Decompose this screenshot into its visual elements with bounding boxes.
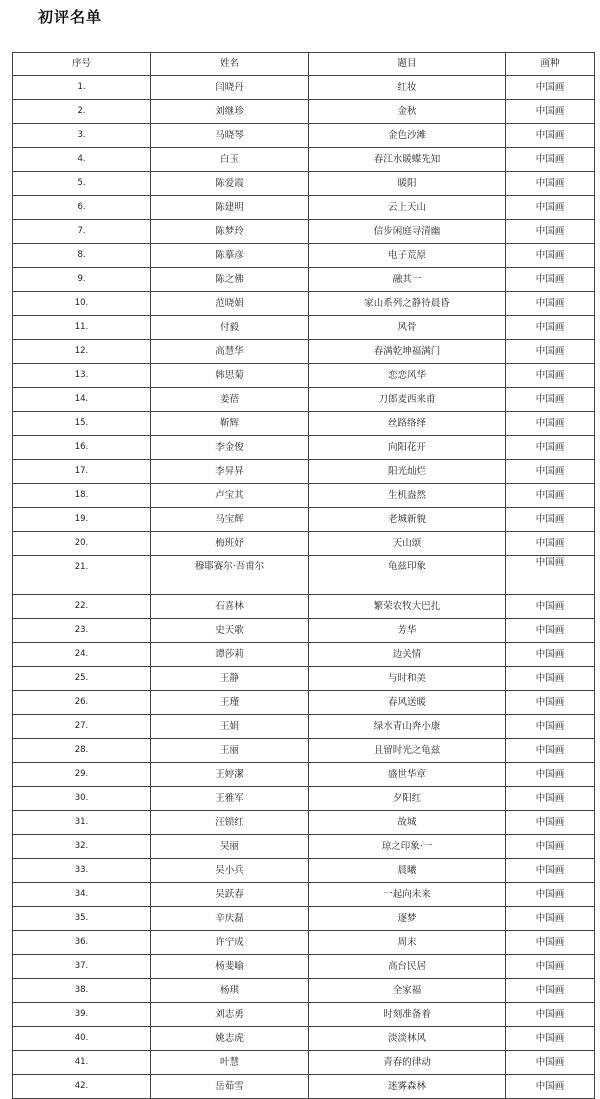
cell-work-title: 与时和美 bbox=[309, 667, 506, 691]
table-row bbox=[13, 508, 595, 532]
cell-name: 王静 bbox=[151, 667, 309, 691]
header-index: 序号 bbox=[13, 53, 151, 76]
cell-work-title: 刀郎麦西来甫 bbox=[309, 388, 506, 412]
cell-work-title: 金色沙滩 bbox=[309, 124, 506, 148]
table-row bbox=[13, 859, 595, 883]
cell-index: 20. bbox=[13, 532, 151, 556]
cell-index: 10. bbox=[13, 292, 151, 316]
table-row bbox=[13, 364, 595, 388]
cell-name: 陈梦玲 bbox=[151, 220, 309, 244]
cell-category: 中国画 bbox=[506, 76, 595, 100]
cell-name: 陈建明 bbox=[151, 196, 309, 220]
cell-work-title: 时刻准备着 bbox=[309, 1003, 506, 1027]
cell-name: 付毅 bbox=[151, 316, 309, 340]
cell-work-title: 风骨 bbox=[309, 316, 506, 340]
cell-category: 中国画 bbox=[506, 763, 595, 787]
cell-work-title: 且留时光之龟兹 bbox=[309, 739, 506, 763]
cell-work-title: 暖阳 bbox=[309, 172, 506, 196]
cell-index: 7. bbox=[13, 220, 151, 244]
cell-name: 王雅军 bbox=[151, 787, 309, 811]
cell-index: 9. bbox=[13, 268, 151, 292]
table-row bbox=[13, 148, 595, 172]
cell-work-title: 春满乾坤福满门 bbox=[309, 340, 506, 364]
cell-category: 中国画 bbox=[506, 220, 595, 244]
table-row bbox=[13, 715, 595, 739]
table-row bbox=[13, 1003, 595, 1027]
table-row bbox=[13, 412, 595, 436]
cell-name: 靳辉 bbox=[151, 412, 309, 436]
cell-index: 34. bbox=[13, 883, 151, 907]
table-row bbox=[13, 667, 595, 691]
cell-name: 王瑾 bbox=[151, 691, 309, 715]
table-row bbox=[13, 883, 595, 907]
table-row bbox=[13, 1027, 595, 1051]
cell-index: 40. bbox=[13, 1027, 151, 1051]
cell-category: 中国画 bbox=[506, 556, 595, 595]
table-body bbox=[13, 76, 595, 1099]
cell-index: 15. bbox=[13, 412, 151, 436]
cell-work-title: 逐梦 bbox=[309, 907, 506, 931]
cell-work-title: 迷雾森林 bbox=[309, 1075, 506, 1099]
cell-work-title: 龟兹印象 bbox=[309, 556, 506, 595]
cell-work-title: 全家福 bbox=[309, 979, 506, 1003]
cell-index: 24. bbox=[13, 643, 151, 667]
cell-work-title: 春江水暖蝶先知 bbox=[309, 148, 506, 172]
cell-work-title: 夕阳红 bbox=[309, 787, 506, 811]
cell-work-title: 天山颂 bbox=[309, 532, 506, 556]
cell-category: 中国画 bbox=[506, 1075, 595, 1099]
cell-name: 韩思菊 bbox=[151, 364, 309, 388]
table-row bbox=[13, 739, 595, 763]
cell-index: 2. bbox=[13, 100, 151, 124]
cell-index: 39. bbox=[13, 1003, 151, 1027]
cell-index: 17. bbox=[13, 460, 151, 484]
cell-work-title: 老城新貌 bbox=[309, 508, 506, 532]
cell-name: 马晓琴 bbox=[151, 124, 309, 148]
cell-name: 姚志虎 bbox=[151, 1027, 309, 1051]
cell-work-title: 青春的律动 bbox=[309, 1051, 506, 1075]
table-row bbox=[13, 484, 595, 508]
table-row bbox=[13, 292, 595, 316]
cell-category: 中国画 bbox=[506, 508, 595, 532]
cell-work-title: 融其一 bbox=[309, 268, 506, 292]
cell-work-title: 绿水青山奔小康 bbox=[309, 715, 506, 739]
cell-work-title: 一起向未来 bbox=[309, 883, 506, 907]
cell-index: 14. bbox=[13, 388, 151, 412]
cell-category: 中国画 bbox=[506, 883, 595, 907]
cell-name: 姜蓓 bbox=[151, 388, 309, 412]
cell-category: 中国画 bbox=[506, 1051, 595, 1075]
cell-category: 中国画 bbox=[506, 835, 595, 859]
cell-work-title: 生机盎然 bbox=[309, 484, 506, 508]
table-row bbox=[13, 76, 595, 100]
cell-index: 22. bbox=[13, 595, 151, 619]
header-work-title: 题目 bbox=[309, 53, 506, 76]
cell-name: 王娟 bbox=[151, 715, 309, 739]
cell-name: 叶慧 bbox=[151, 1051, 309, 1075]
cell-index: 42. bbox=[13, 1075, 151, 1099]
cell-index: 5. bbox=[13, 172, 151, 196]
table-row bbox=[13, 787, 595, 811]
cell-name: 梅班妤 bbox=[151, 532, 309, 556]
header-category: 画种 bbox=[506, 53, 595, 76]
cell-category: 中国画 bbox=[506, 364, 595, 388]
table-row bbox=[13, 316, 595, 340]
cell-name: 王丽 bbox=[151, 739, 309, 763]
cell-name: 汪锁红 bbox=[151, 811, 309, 835]
roster-table bbox=[12, 52, 595, 1099]
cell-name: 谭莎莉 bbox=[151, 643, 309, 667]
cell-name: 杨琪 bbox=[151, 979, 309, 1003]
cell-work-title: 向阳花开 bbox=[309, 436, 506, 460]
cell-index: 35. bbox=[13, 907, 151, 931]
cell-work-title: 金秋 bbox=[309, 100, 506, 124]
cell-category: 中国画 bbox=[506, 979, 595, 1003]
header-name: 姓名 bbox=[151, 53, 309, 76]
table-row bbox=[13, 643, 595, 667]
table-row bbox=[13, 931, 595, 955]
cell-work-title: 红妆 bbox=[309, 76, 506, 100]
cell-index: 4. bbox=[13, 148, 151, 172]
cell-index: 36. bbox=[13, 931, 151, 955]
cell-index: 29. bbox=[13, 763, 151, 787]
cell-name: 穆耶赛尔·吾甫尔 bbox=[151, 556, 309, 595]
cell-index: 16. bbox=[13, 436, 151, 460]
cell-category: 中国画 bbox=[506, 196, 595, 220]
table-row bbox=[13, 268, 595, 292]
cell-name: 吴跃春 bbox=[151, 883, 309, 907]
page-title: 初评名单 bbox=[38, 8, 103, 26]
table-row bbox=[13, 172, 595, 196]
cell-work-title: 晨曦 bbox=[309, 859, 506, 883]
cell-index: 12. bbox=[13, 340, 151, 364]
cell-name: 卢宝其 bbox=[151, 484, 309, 508]
cell-index: 3. bbox=[13, 124, 151, 148]
cell-category: 中国画 bbox=[506, 619, 595, 643]
cell-work-title: 云上天山 bbox=[309, 196, 506, 220]
cell-work-title: 高台民居 bbox=[309, 955, 506, 979]
table-row bbox=[13, 196, 595, 220]
table-row bbox=[13, 691, 595, 715]
table-row bbox=[13, 811, 595, 835]
cell-work-title: 家山系列之静待晨昏 bbox=[309, 292, 506, 316]
cell-index: 25. bbox=[13, 667, 151, 691]
cell-work-title: 故城 bbox=[309, 811, 506, 835]
cell-work-title: 春风送暖 bbox=[309, 691, 506, 715]
cell-category: 中国画 bbox=[506, 172, 595, 196]
cell-name: 闫晓丹 bbox=[151, 76, 309, 100]
cell-name: 范晓娟 bbox=[151, 292, 309, 316]
cell-category: 中国画 bbox=[506, 388, 595, 412]
cell-category: 中国画 bbox=[506, 739, 595, 763]
cell-index: 18. bbox=[13, 484, 151, 508]
cell-name: 陈摹彦 bbox=[151, 244, 309, 268]
cell-category: 中国画 bbox=[506, 955, 595, 979]
table-header-row bbox=[13, 53, 595, 76]
table-row bbox=[13, 955, 595, 979]
cell-category: 中国画 bbox=[506, 931, 595, 955]
cell-category: 中国画 bbox=[506, 316, 595, 340]
cell-name: 陈爱霞 bbox=[151, 172, 309, 196]
cell-work-title: 阳光灿烂 bbox=[309, 460, 506, 484]
cell-index: 23. bbox=[13, 619, 151, 643]
cell-index: 41. bbox=[13, 1051, 151, 1075]
cell-category: 中国画 bbox=[506, 811, 595, 835]
cell-work-title: 琼之印象·一 bbox=[309, 835, 506, 859]
table-row bbox=[13, 595, 595, 619]
cell-work-title: 淡淡林风 bbox=[309, 1027, 506, 1051]
cell-category: 中国画 bbox=[506, 1027, 595, 1051]
cell-category: 中国画 bbox=[506, 715, 595, 739]
cell-index: 31. bbox=[13, 811, 151, 835]
table-row bbox=[13, 220, 595, 244]
cell-name: 杨斐喻 bbox=[151, 955, 309, 979]
table-row bbox=[13, 835, 595, 859]
cell-category: 中国画 bbox=[506, 787, 595, 811]
cell-index: 19. bbox=[13, 508, 151, 532]
cell-category: 中国画 bbox=[506, 244, 595, 268]
cell-name: 吴小兵 bbox=[151, 859, 309, 883]
table-row bbox=[13, 244, 595, 268]
cell-name: 许宁成 bbox=[151, 931, 309, 955]
cell-work-title: 边关情 bbox=[309, 643, 506, 667]
cell-work-title: 繁荣农牧大巴扎 bbox=[309, 595, 506, 619]
cell-name: 马宝辉 bbox=[151, 508, 309, 532]
cell-work-title: 电子荒原 bbox=[309, 244, 506, 268]
table-row bbox=[13, 388, 595, 412]
cell-name: 王婷潔 bbox=[151, 763, 309, 787]
cell-work-title: 信步闲庭寻清幽 bbox=[309, 220, 506, 244]
cell-index: 30. bbox=[13, 787, 151, 811]
cell-category: 中国画 bbox=[506, 148, 595, 172]
cell-work-title: 丝路络绎 bbox=[309, 412, 506, 436]
table-row bbox=[13, 340, 595, 364]
cell-name: 吴丽 bbox=[151, 835, 309, 859]
cell-index: 8. bbox=[13, 244, 151, 268]
table-row bbox=[13, 556, 595, 595]
cell-category: 中国画 bbox=[506, 268, 595, 292]
cell-index: 1. bbox=[13, 76, 151, 100]
table-row bbox=[13, 532, 595, 556]
cell-work-title: 恋恋风华 bbox=[309, 364, 506, 388]
cell-category: 中国画 bbox=[506, 907, 595, 931]
cell-category: 中国画 bbox=[506, 859, 595, 883]
table-row bbox=[13, 436, 595, 460]
cell-name: 李金俊 bbox=[151, 436, 309, 460]
cell-category: 中国画 bbox=[506, 436, 595, 460]
cell-work-title: 芳华 bbox=[309, 619, 506, 643]
cell-category: 中国画 bbox=[506, 667, 595, 691]
cell-name: 李昇昇 bbox=[151, 460, 309, 484]
cell-category: 中国画 bbox=[506, 124, 595, 148]
cell-category: 中国画 bbox=[506, 412, 595, 436]
cell-index: 13. bbox=[13, 364, 151, 388]
table-row bbox=[13, 619, 595, 643]
cell-category: 中国画 bbox=[506, 100, 595, 124]
cell-category: 中国画 bbox=[506, 532, 595, 556]
table-row bbox=[13, 763, 595, 787]
cell-category: 中国画 bbox=[506, 340, 595, 364]
cell-index: 28. bbox=[13, 739, 151, 763]
cell-work-title: 盛世华章 bbox=[309, 763, 506, 787]
cell-name: 白玉 bbox=[151, 148, 309, 172]
cell-name: 刘志勇 bbox=[151, 1003, 309, 1027]
cell-category: 中国画 bbox=[506, 595, 595, 619]
table-row bbox=[13, 979, 595, 1003]
table-row bbox=[13, 124, 595, 148]
cell-name: 岳茹雪 bbox=[151, 1075, 309, 1099]
cell-index: 38. bbox=[13, 979, 151, 1003]
cell-category: 中国画 bbox=[506, 292, 595, 316]
cell-category: 中国画 bbox=[506, 460, 595, 484]
cell-index: 32. bbox=[13, 835, 151, 859]
cell-category: 中国画 bbox=[506, 691, 595, 715]
table-row bbox=[13, 100, 595, 124]
cell-index: 33. bbox=[13, 859, 151, 883]
table-row bbox=[13, 460, 595, 484]
cell-name: 辛庆磊 bbox=[151, 907, 309, 931]
cell-work-title: 周末 bbox=[309, 931, 506, 955]
table-row bbox=[13, 907, 595, 931]
cell-name: 史天歌 bbox=[151, 619, 309, 643]
cell-index: 21. bbox=[13, 556, 151, 595]
table-row bbox=[13, 1051, 595, 1075]
cell-category: 中国画 bbox=[506, 484, 595, 508]
cell-name: 高慧华 bbox=[151, 340, 309, 364]
cell-index: 27. bbox=[13, 715, 151, 739]
cell-category: 中国画 bbox=[506, 643, 595, 667]
table-row bbox=[13, 1075, 595, 1099]
cell-name: 刘继珍 bbox=[151, 100, 309, 124]
cell-index: 11. bbox=[13, 316, 151, 340]
cell-name: 陈之佛 bbox=[151, 268, 309, 292]
cell-category: 中国画 bbox=[506, 1003, 595, 1027]
cell-index: 6. bbox=[13, 196, 151, 220]
cell-name: 石喜林 bbox=[151, 595, 309, 619]
cell-index: 37. bbox=[13, 955, 151, 979]
cell-index: 26. bbox=[13, 691, 151, 715]
